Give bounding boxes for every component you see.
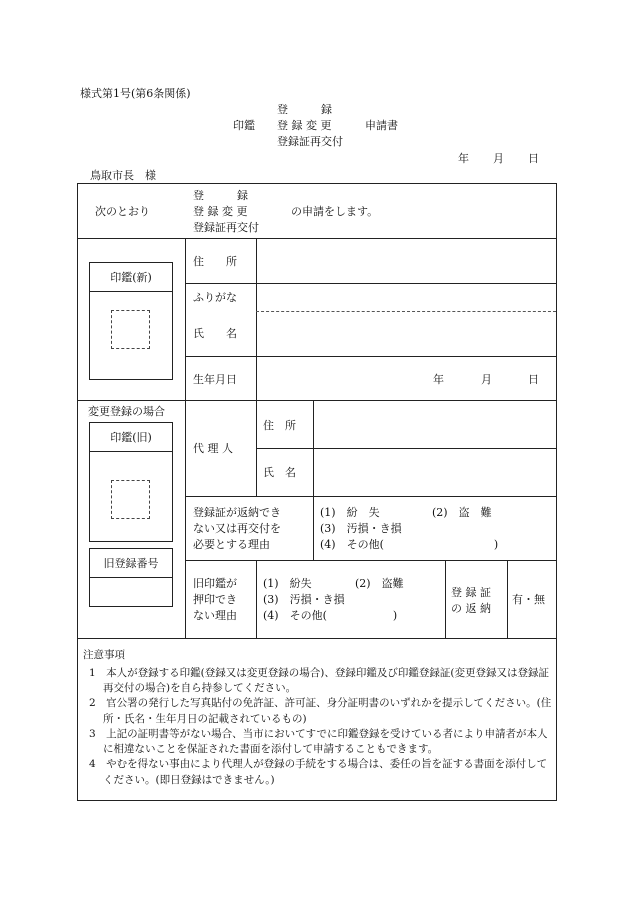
old-seal-reason-option-other[interactable]: (4) その他( ) — [263, 609, 398, 622]
old-seal-reason-option-damaged[interactable]: (3) 汚損・き損 — [263, 593, 345, 606]
notes-list — [83, 666, 553, 788]
birth-day-label: 日 — [528, 373, 539, 386]
old-seal-reason-option-theft[interactable]: (2) 盗難 — [355, 577, 404, 590]
date-month-label: 月 — [493, 152, 504, 165]
old-seal-reason-label-line2: 押印でき — [193, 593, 237, 606]
intro-option-reissue: 登録証再交付 — [193, 221, 259, 234]
name-label: 氏 名 — [193, 327, 237, 340]
title-prefix: 印鑑 — [233, 119, 255, 132]
old-reg-number-field[interactable] — [90, 577, 172, 606]
date-day-label: 日 — [528, 152, 539, 165]
title-option-change: 登 録 変 更 — [277, 119, 332, 132]
address-field[interactable] — [258, 240, 554, 282]
note-item-4: 4 やむを得ない事由により代理人が登録の手続をする場合は、委任の旨を証する書面を添付してください。(即日登録はできません。) — [89, 758, 548, 786]
address-label: 住 所 — [193, 255, 237, 268]
addressee: 鳥取市長 様 — [90, 169, 156, 182]
reissue-reason-option-other[interactable]: (4) その他( ) — [320, 538, 499, 551]
reissue-reason-option-theft[interactable]: (2) 盗 難 — [432, 506, 492, 519]
agent-name-field[interactable] — [315, 450, 555, 495]
old-seal-label: 印鑑(旧) — [110, 431, 152, 444]
new-seal-label: 印鑑(新) — [110, 271, 152, 284]
old-seal-reason-label-line3: ない理由 — [193, 609, 237, 622]
card-return-label-line2: の 返 納 — [451, 602, 491, 615]
note-item-1: 1 本人が登録する印鑑(登録又は変更登録の場合)、登録印鑑及び印鑑登録証(変更登録又は登録証再交付の場合)を自ら持参してください。 — [89, 667, 549, 695]
title-option-register: 登 録 — [277, 103, 332, 116]
old-reg-number-label: 旧登録番号 — [103, 557, 159, 570]
old-seal-reason-label-line1: 旧印鑑が — [193, 577, 237, 590]
title-option-reissue: 登録証再交付 — [277, 135, 343, 148]
furigana-field[interactable] — [258, 285, 554, 310]
intro-option-change: 登 録 変 更 — [193, 205, 248, 218]
birth-year-label: 年 — [433, 373, 444, 386]
old-seal-reason-option-lost[interactable]: (1) 紛失 — [263, 577, 312, 590]
reissue-reason-label-line3: 必要とする理由 — [193, 538, 270, 551]
title-suffix: 申請書 — [365, 119, 398, 132]
old-seal-stamp-area[interactable] — [111, 480, 150, 519]
date-year-label: 年 — [458, 152, 469, 165]
agent-name-label: 氏 名 — [263, 466, 296, 479]
card-return-label-line1: 登 録 証 — [451, 586, 491, 599]
intro-lead: 次のとおり — [95, 205, 150, 218]
agent-address-field[interactable] — [315, 402, 555, 447]
agent-address-label: 住 所 — [263, 419, 296, 432]
card-return-value[interactable]: 有・無 — [512, 593, 545, 606]
notes-heading: 注意事項 — [83, 649, 125, 661]
note-item-3: 3 上記の証明書等がない場合、当市においてすでに印鑑登録を受けている者により申請者が本人に相違ないことを保証された書面を添付して申請することもできます。 — [89, 727, 548, 756]
change-section-heading: 変更登録の場合 — [88, 405, 165, 418]
reissue-reason-label-line2: ない又は再交付を — [193, 522, 281, 535]
name-field[interactable] — [258, 313, 554, 355]
agent-label: 代 理 人 — [193, 442, 233, 455]
note-item-2: 2 官公署の発行した写真貼付の免許証、許可証、身分証明書のいずれかを提示してください。(住所・氏名・生年月日の記載されているもの) — [89, 697, 552, 725]
intro-tail: の申請をします。 — [291, 205, 379, 218]
new-seal-stamp-area[interactable] — [111, 310, 150, 349]
reissue-reason-label-line1: 登録証が返納でき — [193, 506, 281, 519]
birthdate-label: 生年月日 — [193, 373, 237, 386]
intro-option-register: 登 録 — [193, 189, 248, 202]
birthdate-field[interactable] — [258, 358, 554, 399]
furigana-label: ふりがな — [193, 291, 237, 304]
form-number: 様式第1号(第6条関係) — [80, 87, 191, 100]
reissue-reason-option-lost[interactable]: (1) 紛 失 — [320, 506, 380, 519]
reissue-reason-option-damaged[interactable]: (3) 汚損・き損 — [320, 522, 402, 535]
birth-month-label: 月 — [481, 373, 492, 386]
